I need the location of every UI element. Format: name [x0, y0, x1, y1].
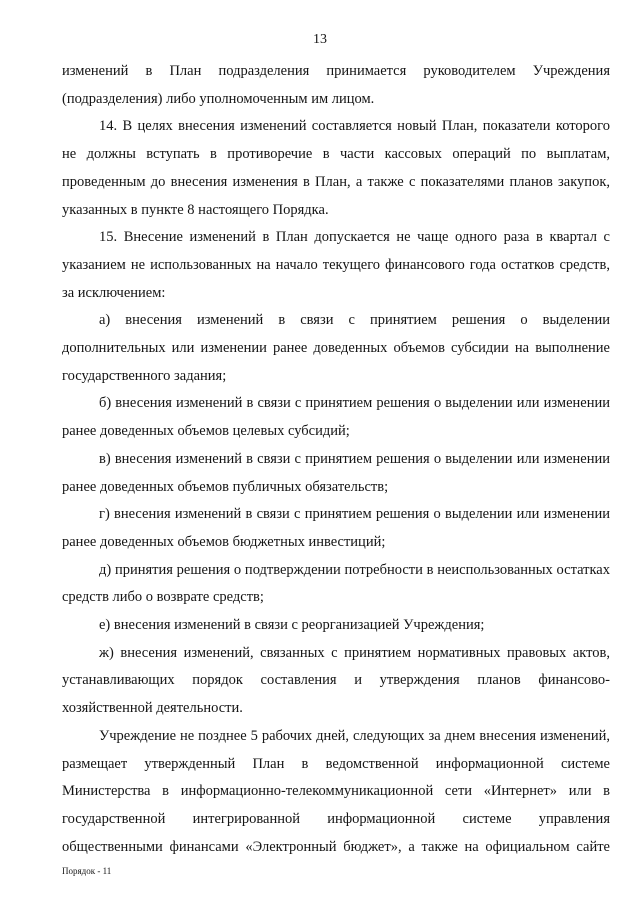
paragraph-item-14: 14. В целях внесения изменений составляется новый План, показатели которого не должны вступать в противоречие в части кассовых операций по выплатам, проведенным до внесения изменения в План, а также с показателями планов закупок, указанных в пункте 8 настоящего Порядка. — [62, 118, 610, 218]
paragraph-continuation: изменений в План подразделения принимается руководителем Учреждения (подразделения) либо уполномоченным им лицом. — [62, 63, 610, 107]
subitem-d: д) принятия решения о подтверждении потребности в неиспользованных остатках средств либо о возврате средств; — [62, 561, 610, 606]
page-number: 13 — [313, 32, 327, 47]
subitem-g: г) внесения изменений в связи с принятием решения о выделении или изменении ранее доведенных объемов бюджетных инвестиций; — [62, 506, 610, 550]
subitem-e: е) внесения изменений в связи с реорганизацией Учреждения; — [99, 617, 485, 634]
subitem-v: в) внесения изменений в связи с принятием решения о выделении или изменении ранее доведенных объемов публичных обязательств; — [62, 450, 610, 495]
paragraph-publication: Учреждение не позднее 5 рабочих дней, следующих за днем внесения изменений, размещает утвержденный План в ведомственной информационной системе Министерства в информационно-телекоммуникационной сети «Интернет» или в государственной интегрированной информационной системе управления общественными финансами «Электронный бюджет», а также на официальном сайте — [62, 727, 610, 855]
subitem-b: б) внесения изменений в связи с принятием решения о выделении или изменении ранее доведенных объемов целевых субсидий; — [62, 395, 610, 440]
paragraph-item-15: 15. Внесение изменений в План допускается не чаще одного раза в квартал с указанием не использованных на начало текущего финансового года остатков средств, за исключением: — [62, 229, 610, 301]
document-body — [62, 58, 610, 861]
subitem-zh: ж) внесения изменений, связанных с принятием нормативных правовых актов, устанавливающих порядок составления и утверждения планов финансово-хозяйственной деятельности. — [62, 644, 610, 717]
subitem-a: а) внесения изменений в связи с принятием решения о выделении дополнительных или изменении ранее доведенных объемов субсидии на выполнение государственного задания; — [62, 312, 610, 384]
footer-label: Порядок - 11 — [62, 866, 112, 876]
